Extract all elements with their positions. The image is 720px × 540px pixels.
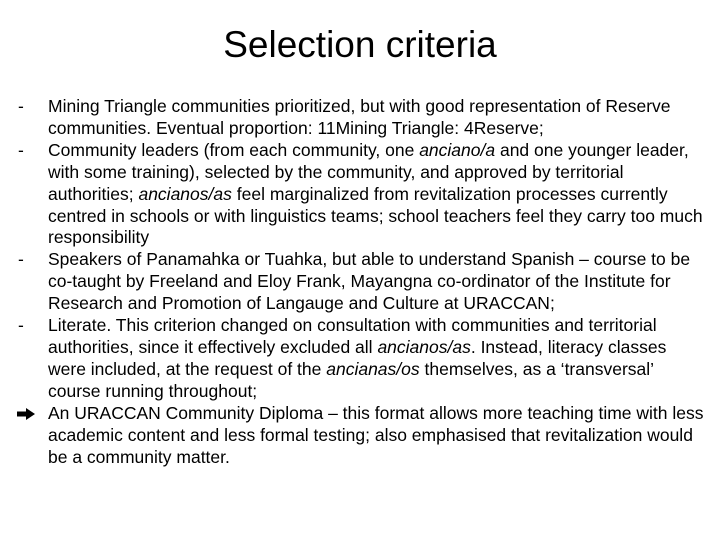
- bullet-dash: -: [18, 139, 24, 160]
- bullet-item: [16, 249, 706, 315]
- bullet-list: [16, 96, 706, 468]
- bullet-text: feel marginalized from revitalization processes currently centred in schools or with linguistics teams; school teachers feel they carry too much responsibility: [48, 183, 703, 248]
- italic-term: ancianas/os: [326, 358, 420, 379]
- bullet-text: . Instead, literacy classes were included, at the request of the: [48, 336, 667, 379]
- italic-term: anciano/a: [419, 139, 496, 160]
- bullet-text: An URACCAN Community Diploma – this format allows more teaching time with less academic content and less formal testing; also emphasised that revitalization would be a community matter.: [48, 402, 704, 467]
- bullet-text: Literate. This criterion changed on consultation with communities and territorial authorities, since it effectively excluded all: [48, 315, 657, 357]
- bullet-dash: -: [18, 315, 24, 336]
- bullet-text: Community leaders (from each community, one: [48, 139, 420, 160]
- bullet-text: Mining Triangle communities prioritized, but with good representation of Reserve communities. Eventual proportion: 11Mining Triangle: 4Reserve;: [48, 96, 671, 138]
- bullet-text: Speakers of Panamahka or Tuahka, but able to understand Spanish – course to be co-taught by Freeland and Eloy Frank, Mayangna co-ordinator of the Institute for Research and Promotion of Langauge and Culture at URACCAN;: [48, 249, 691, 314]
- italic-term: ancianos/as: [138, 183, 232, 204]
- bullet-item: [16, 140, 706, 250]
- italic-term: ancianos/as: [377, 336, 471, 357]
- bullet-dash: -: [18, 249, 24, 270]
- bullet-item: [16, 403, 706, 469]
- bullet-item: [16, 315, 706, 403]
- bullet-item: [16, 96, 706, 140]
- arrow-icon: [16, 407, 36, 421]
- bullet-text: and one younger leader, with some training), selected by the community, and approved by territorial authorities;: [48, 139, 689, 204]
- slide-title: Selection criteria: [223, 24, 497, 65]
- bullet-dash: -: [18, 96, 24, 116]
- bullet-text: themselves, as a ‘transversal’ course running throughout;: [48, 358, 654, 401]
